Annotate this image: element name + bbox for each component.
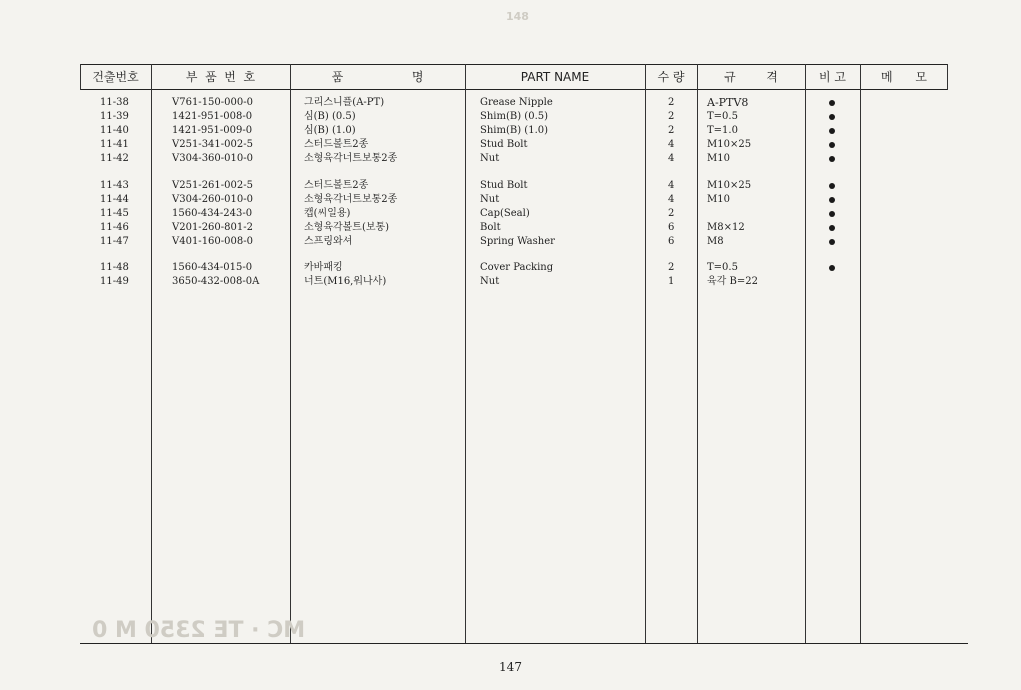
page-number: 147 [499,660,522,674]
remark-dot-icon [829,211,835,217]
table-top-border [80,64,948,65]
row-no: 11-48 [100,262,129,273]
remark-dot-icon [829,225,835,231]
row-name-kr: 소형육각볼트(보통) [304,222,390,233]
row-no: 11-44 [100,194,129,205]
bleed-through-mark: 148 [506,10,529,23]
row-qty: 6 [668,222,675,233]
row-qty: 4 [668,180,675,191]
row-spec: T=0.5 [707,111,738,122]
row-name-kr: 스터드볼트2종 [304,180,369,191]
row-part-no: V251-261-002-5 [172,180,253,191]
row-name-kr: 심(B) (0.5) [304,111,356,122]
row-part-name: Stud Bolt [480,139,528,150]
col-divider [290,64,291,643]
row-part-no: 1421-951-009-0 [172,125,253,136]
row-name-kr: 그리스니플(A-PT) [304,97,385,108]
remark-dot-icon [829,197,835,203]
row-no: 11-40 [100,125,129,136]
row-qty: 4 [668,153,675,164]
row-no: 11-49 [100,276,129,287]
row-spec: 육각 B=22 [707,276,758,287]
row-part-no: V401-160-008-0 [172,236,253,247]
row-part-no: V201-260-801-2 [172,222,253,233]
row-qty: 2 [668,125,675,136]
row-name-kr: 스프링와셔 [304,236,353,247]
row-part-no: V304-260-010-0 [172,194,253,205]
col-divider [860,64,861,643]
row-spec: M8 [707,236,724,247]
row-part-name: Stud Bolt [480,180,528,191]
row-name-kr: 캡(씨일용) [304,208,351,219]
row-part-name: Nut [480,194,500,205]
row-no: 11-42 [100,153,129,164]
row-qty: 2 [668,97,675,108]
row-part-no: 1560-434-243-0 [172,208,253,219]
row-part-name: Grease Nipple [480,97,553,108]
header-no: 건출번호 [92,70,139,84]
row-part-name: Nut [480,276,500,287]
row-spec: T=0.5 [707,262,738,273]
header-memo: 메 모 [880,70,928,84]
row-part-name: Spring Washer [480,236,555,247]
header-qty: 수 량 [657,70,685,84]
row-part-name: Bolt [480,222,501,233]
row-no: 11-39 [100,111,129,122]
row-spec: M10 [707,194,730,205]
row-qty: 2 [668,262,675,273]
remark-dot-icon [829,265,835,271]
row-spec: M10×25 [707,139,752,150]
row-name-kr: 카바패킹 [304,262,343,273]
remark-dot-icon [829,156,835,162]
remark-dot-icon [829,239,835,245]
row-spec: T=1.0 [707,125,738,136]
col-divider [151,64,152,643]
row-no: 11-38 [100,97,129,108]
row-name-kr: 소형육각너트보통2종 [304,153,398,164]
remark-dot-icon [829,114,835,120]
col-divider [697,64,698,643]
row-name-kr: 스터드볼트2종 [304,139,369,150]
row-no: 11-41 [100,139,129,150]
row-no: 11-46 [100,222,129,233]
header-part-no: 부 품 번 호 [185,70,256,84]
table-bottom-border [80,643,968,644]
header-remark: 비 고 [819,70,846,84]
row-spec: M10 [707,153,730,164]
row-spec: M8×12 [707,222,745,233]
row-qty: 4 [668,194,675,205]
remark-dot-icon [829,100,835,106]
row-part-name: Shim(B) (0.5) [480,111,549,122]
row-no: 11-47 [100,236,129,247]
row-name-kr: 심(B) (1.0) [304,125,356,136]
row-qty: 6 [668,236,675,247]
row-spec: M10×25 [707,180,752,191]
row-part-name: Nut [480,153,500,164]
row-qty: 2 [668,208,675,219]
col-divider [645,64,646,643]
table-header-border [80,89,948,90]
row-part-no: V251-341-002-5 [172,139,253,150]
row-part-no: 3650-432-008-0A [172,276,260,287]
remark-dot-icon [829,142,835,148]
row-name-kr: 너트(M16,워나사) [304,276,387,287]
row-qty: 1 [668,276,675,287]
row-spec: A-PTV8 [707,96,749,109]
row-qty: 2 [668,111,675,122]
row-part-name: Shim(B) (1.0) [480,125,549,136]
row-name-kr: 소형육각너트보통2종 [304,194,398,205]
bleed-through-mark: MC · TE 2350 M 0 [92,618,306,643]
row-no: 11-43 [100,180,129,191]
row-part-name: Cap(Seal) [480,208,530,219]
col-divider [805,64,806,643]
remark-dot-icon [829,128,835,134]
row-part-no: 1421-951-008-0 [172,111,253,122]
row-part-name: Cover Packing [480,262,554,273]
row-no: 11-45 [100,208,129,219]
row-qty: 4 [668,139,675,150]
header-name-kr: 품 명 [331,70,424,84]
col-divider [465,64,466,643]
row-part-no: V761-150-000-0 [172,97,253,108]
remark-dot-icon [829,183,835,189]
row-part-no: 1560-434-015-0 [172,262,253,273]
row-part-no: V304-360-010-0 [172,153,253,164]
header-spec: 규 격 [724,70,778,84]
header-part-name: PART NAME [520,70,590,84]
